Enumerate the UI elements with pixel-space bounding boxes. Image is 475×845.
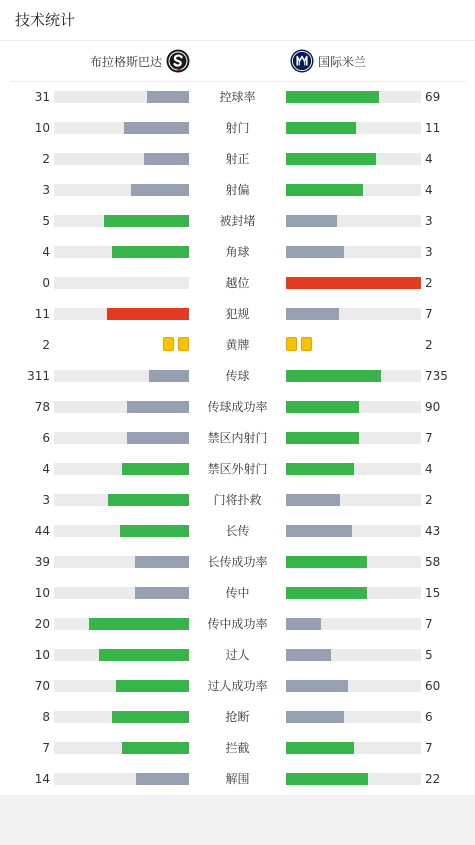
away-bar-track — [286, 742, 421, 754]
stat-row — [0, 547, 475, 578]
home-bar-track — [54, 277, 189, 289]
away-bar-track — [286, 494, 421, 506]
stat-label: 长传成功率 — [207, 555, 268, 569]
home-bar-fill — [99, 649, 189, 661]
away-bar-track — [286, 215, 421, 227]
stat-label: 门将扑救 — [213, 493, 262, 507]
away-value: 4 — [425, 183, 433, 197]
home-value: 4 — [42, 462, 50, 476]
yellow-card-icon — [178, 337, 189, 351]
home-value: 10 — [34, 121, 50, 135]
away-value: 2 — [425, 276, 433, 290]
stat-row — [0, 392, 475, 423]
stat-label: 犯规 — [225, 307, 250, 321]
away-bar-track — [286, 308, 421, 320]
stat-row — [0, 361, 475, 392]
home-bar-fill — [122, 742, 190, 754]
away-bar-track — [286, 277, 421, 289]
away-bar-fill — [286, 370, 381, 382]
home-bar-track — [54, 649, 189, 661]
away-bar-track — [286, 773, 421, 785]
away-bar-track — [286, 184, 421, 196]
home-yellow-cards — [163, 337, 189, 351]
home-value: 2 — [42, 152, 50, 166]
stat-label: 禁区内射门 — [207, 431, 268, 445]
stat-label: 射偏 — [225, 183, 250, 197]
yellow-card-icon — [286, 337, 297, 351]
away-bar-fill — [286, 463, 354, 475]
home-bar-fill — [127, 432, 189, 444]
stat-row — [0, 516, 475, 547]
home-bar-track — [54, 587, 189, 599]
stat-label: 解围 — [225, 772, 250, 786]
away-bar-track — [286, 153, 421, 165]
stat-row — [0, 237, 475, 268]
stat-label: 角球 — [225, 245, 250, 259]
home-value: 10 — [34, 586, 50, 600]
home-team-name: 布拉格斯巴达 — [89, 54, 162, 69]
home-bar-fill — [131, 184, 189, 196]
home-bar-track — [54, 742, 189, 754]
stat-row — [0, 330, 475, 361]
away-value: 4 — [425, 152, 433, 166]
away-value: 7 — [425, 741, 433, 755]
stat-label: 过人 — [225, 648, 250, 662]
home-value: 7 — [42, 741, 50, 755]
home-bar-track — [54, 525, 189, 537]
home-team — [90, 48, 190, 74]
away-value: 3 — [425, 245, 433, 259]
away-bar-fill — [286, 494, 340, 506]
stat-row — [0, 733, 475, 764]
stat-row — [0, 175, 475, 206]
divider — [0, 40, 475, 41]
home-bar-fill — [107, 308, 189, 320]
away-bar-fill — [286, 587, 367, 599]
home-bar-fill — [89, 618, 189, 630]
away-value: 58 — [425, 555, 441, 569]
home-bar-track — [54, 370, 189, 382]
home-value: 3 — [42, 493, 50, 507]
away-value: 7 — [425, 431, 433, 445]
away-bar-fill — [286, 153, 376, 165]
stat-label: 控球率 — [219, 90, 256, 104]
stat-label: 传球 — [225, 369, 250, 383]
stat-row — [0, 764, 475, 795]
home-value: 0 — [42, 276, 50, 290]
home-value: 11 — [34, 307, 50, 321]
home-bar-track — [54, 91, 189, 103]
home-bar-track — [54, 184, 189, 196]
home-bar-fill — [136, 773, 189, 785]
home-value: 39 — [34, 555, 50, 569]
stat-label: 长传 — [225, 524, 250, 538]
stat-row — [0, 423, 475, 454]
home-bar-track — [54, 711, 189, 723]
away-bar-fill — [286, 711, 344, 723]
away-value: 22 — [425, 772, 441, 786]
home-bar-fill — [144, 153, 189, 165]
home-value: 3 — [42, 183, 50, 197]
home-bar-track — [54, 308, 189, 320]
home-value: 78 — [34, 400, 50, 414]
away-bar-fill — [286, 401, 359, 413]
home-bar-track — [54, 401, 189, 413]
away-bar-fill — [286, 680, 348, 692]
away-bar-track — [286, 91, 421, 103]
away-bar-fill — [286, 308, 339, 320]
home-bar-track — [54, 463, 189, 475]
away-bar-fill — [286, 277, 421, 289]
home-bar-track — [54, 494, 189, 506]
stat-row — [0, 82, 475, 113]
stat-label: 被封堵 — [219, 214, 256, 228]
away-bar-track — [286, 370, 421, 382]
away-value: 5 — [425, 648, 433, 662]
stat-label: 抢断 — [225, 710, 250, 724]
away-bar-track — [286, 122, 421, 134]
away-bar-fill — [286, 742, 354, 754]
away-value: 15 — [425, 586, 441, 600]
away-bar-track — [286, 463, 421, 475]
home-value: 10 — [34, 648, 50, 662]
home-bar-track — [54, 680, 189, 692]
stat-label: 传中成功率 — [207, 617, 268, 631]
away-bar-fill — [286, 649, 331, 661]
home-bar-fill — [149, 370, 190, 382]
home-value: 31 — [34, 90, 50, 104]
home-value: 5 — [42, 214, 50, 228]
away-bar-track — [286, 680, 421, 692]
home-bar-track — [54, 773, 189, 785]
home-value: 2 — [42, 338, 50, 352]
away-value: 735 — [425, 369, 448, 383]
home-bar-track — [54, 618, 189, 630]
inter-milan-logo-icon — [290, 49, 314, 73]
away-value: 7 — [425, 307, 433, 321]
stat-label: 射门 — [225, 121, 250, 135]
stat-row — [0, 671, 475, 702]
home-bar-track — [54, 122, 189, 134]
away-team — [290, 48, 366, 74]
home-bar-fill — [112, 711, 189, 723]
away-bar-fill — [286, 184, 363, 196]
home-value: 6 — [42, 431, 50, 445]
stat-label: 过人成功率 — [207, 679, 268, 693]
away-value: 4 — [425, 462, 433, 476]
stats-list — [0, 82, 475, 795]
home-bar-fill — [112, 246, 189, 258]
home-value: 20 — [34, 617, 50, 631]
home-bar-track — [54, 153, 189, 165]
away-bar-fill — [286, 91, 379, 103]
away-bar-track — [286, 246, 421, 258]
away-bar-fill — [286, 215, 337, 227]
home-bar-track — [54, 215, 189, 227]
away-bar-track — [286, 556, 421, 568]
page-title: 技术统计 — [15, 11, 76, 29]
home-bar-fill — [147, 91, 189, 103]
away-value: 69 — [425, 90, 441, 104]
stat-row — [0, 144, 475, 175]
stat-label: 传球成功率 — [207, 400, 268, 414]
away-bar-fill — [286, 432, 359, 444]
yellow-card-icon — [163, 337, 174, 351]
away-bar-track — [286, 432, 421, 444]
away-bar-track — [286, 401, 421, 413]
home-value: 70 — [34, 679, 50, 693]
away-bar-track — [286, 711, 421, 723]
away-bar-fill — [286, 773, 368, 785]
stat-row — [0, 454, 475, 485]
home-value: 14 — [34, 772, 50, 786]
home-bar-track — [54, 432, 189, 444]
away-bar-fill — [286, 618, 321, 630]
away-value: 2 — [425, 493, 433, 507]
home-value: 44 — [34, 524, 50, 538]
stat-row — [0, 485, 475, 516]
away-bar-fill — [286, 122, 356, 134]
yellow-card-icon — [301, 337, 312, 351]
away-value: 7 — [425, 617, 433, 631]
stat-row — [0, 578, 475, 609]
home-bar-fill — [104, 215, 189, 227]
stat-label: 拦截 — [225, 741, 250, 755]
home-bar-fill — [116, 680, 189, 692]
home-bar-fill — [135, 587, 189, 599]
away-yellow-cards — [286, 337, 312, 351]
away-bar-fill — [286, 525, 352, 537]
away-value: 43 — [425, 524, 441, 538]
home-bar-fill — [127, 401, 189, 413]
away-value: 11 — [425, 121, 441, 135]
away-value: 3 — [425, 214, 433, 228]
away-bar-fill — [286, 556, 367, 568]
stat-label: 越位 — [225, 276, 250, 290]
sparta-prague-logo-icon — [166, 49, 190, 73]
stat-row — [0, 299, 475, 330]
home-bar-track — [54, 556, 189, 568]
home-bar-fill — [120, 525, 189, 537]
away-bar-fill — [286, 246, 344, 258]
stat-row — [0, 640, 475, 671]
away-value: 60 — [425, 679, 441, 693]
away-team-name: 国际米兰 — [318, 54, 367, 69]
stat-label: 传中 — [225, 586, 250, 600]
away-value: 6 — [425, 710, 433, 724]
home-bar-track — [54, 246, 189, 258]
away-bar-track — [286, 587, 421, 599]
home-bar-fill — [135, 556, 189, 568]
away-bar-track — [286, 618, 421, 630]
stat-label: 黄牌 — [225, 338, 250, 352]
home-bar-fill — [124, 122, 189, 134]
stat-row — [0, 113, 475, 144]
away-value: 90 — [425, 400, 441, 414]
home-bar-fill — [108, 494, 189, 506]
stat-label: 射正 — [225, 152, 250, 166]
home-value: 311 — [27, 369, 50, 383]
away-value: 2 — [425, 338, 433, 352]
home-bar-fill — [122, 463, 190, 475]
home-value: 4 — [42, 245, 50, 259]
stat-row — [0, 206, 475, 237]
away-bar-track — [286, 525, 421, 537]
stat-row — [0, 609, 475, 640]
away-bar-track — [286, 649, 421, 661]
stat-label: 禁区外射门 — [207, 462, 268, 476]
home-value: 8 — [42, 710, 50, 724]
stat-row — [0, 268, 475, 299]
stat-row — [0, 702, 475, 733]
